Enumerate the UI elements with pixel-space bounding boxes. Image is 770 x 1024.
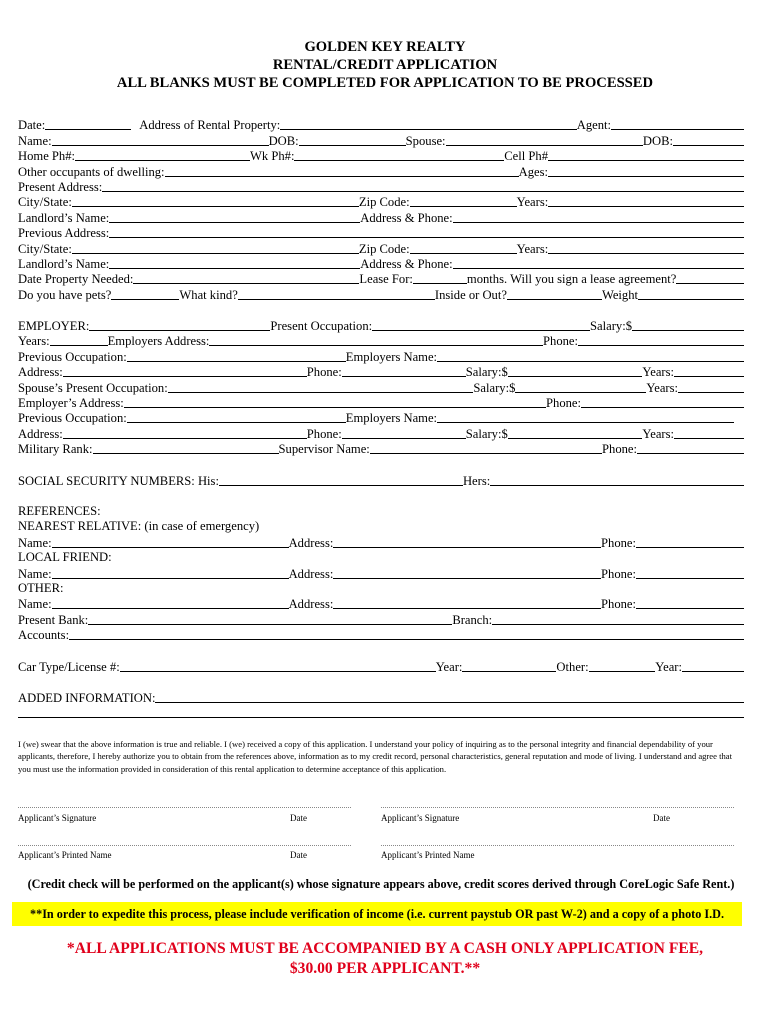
form-row-previous-occupation xyxy=(18,348,744,363)
rental-address-field[interactable] xyxy=(280,117,576,130)
spouse-label: Spouse: xyxy=(405,133,446,148)
form-title: RENTAL/CREDIT APPLICATION xyxy=(272,57,498,73)
friend-phone-label: Phone: xyxy=(601,566,636,581)
employer-field[interactable] xyxy=(89,318,270,331)
prev-landlord-address-phone-label: Address & Phone: xyxy=(360,256,453,271)
other-name-field[interactable] xyxy=(52,596,289,609)
relative-address-label: Address: xyxy=(288,535,334,550)
prev-years-label: Years: xyxy=(516,241,549,256)
spacer xyxy=(18,642,744,658)
spacer xyxy=(18,674,744,690)
date-needed-field[interactable] xyxy=(133,271,359,284)
other-reference-heading: OTHER: xyxy=(18,580,64,595)
prev-employer-address-label: Address: xyxy=(18,365,63,380)
income-verification-notice: **In order to expedite this process, please include verification of income (i.e. current paystub OR past W-2) and a copy of a photo I.D. xyxy=(12,902,742,926)
form-row-spouse-previous-address xyxy=(18,425,744,440)
present-address-field[interactable] xyxy=(102,179,744,192)
pet-kind-label: What kind? xyxy=(179,287,238,302)
spouse-occupation-label: Spouse’s Present Occupation: xyxy=(18,380,168,395)
spouse-employers-name-label: Employers Name: xyxy=(345,411,438,426)
other-phone-field[interactable] xyxy=(636,596,744,609)
authorization-statement: I (we) swear that the above information is true and reliable. I (we) received a copy of this application. I understand your policy of inquiring as to the personal integrity and financial dependability of your applicants, therefore, I hereby authorize you to obtain from the references above, information as to my credit record, personal characteristics, general reputation and mode of living. I understand and agree that you must use the information provided in consideration of this rental application to determine acceptance of this application. xyxy=(18,739,732,774)
lease-agreement-label: months. Will you sign a lease agreement? xyxy=(466,272,677,287)
applicant-printed-name-line[interactable] xyxy=(18,845,351,846)
spacer xyxy=(18,488,744,504)
employer-label: EMPLOYER: xyxy=(18,319,90,334)
form-row-military xyxy=(18,441,744,456)
form-row-employer-address xyxy=(18,333,744,348)
salary-label: Salary:$ xyxy=(590,319,632,334)
spouse-salary-field[interactable] xyxy=(515,380,646,393)
spouse-previous-occupation-label: Previous Occupation: xyxy=(18,411,127,426)
accounts-field[interactable] xyxy=(69,627,744,640)
other-name-label: Name: xyxy=(18,597,52,612)
form-row-present-address xyxy=(18,179,744,194)
employers-address-field[interactable] xyxy=(209,333,543,346)
ssn-hers-label: Hers: xyxy=(462,473,491,488)
form-row-ssn xyxy=(18,472,744,487)
other-occupants-field[interactable] xyxy=(165,164,519,177)
zip-code-field[interactable] xyxy=(410,194,517,207)
inside-out-field[interactable] xyxy=(507,287,602,300)
spouse-prev-salary-label: Salary:$ xyxy=(465,426,508,441)
ages-field[interactable] xyxy=(548,164,744,177)
rental-address-label: Address of Rental Property: xyxy=(139,118,281,133)
landlord-name-field[interactable] xyxy=(109,210,360,223)
other-car-label: Other: xyxy=(556,659,589,674)
ssn-hers-field[interactable] xyxy=(490,473,744,486)
agent-label: Agent: xyxy=(576,118,611,133)
form-row-phones xyxy=(18,148,744,163)
form-row-name xyxy=(18,132,744,147)
relative-phone-label: Phone: xyxy=(601,535,636,550)
application-fee-line-2: $30.00 PER APPLICANT.** xyxy=(289,960,481,977)
previous-address-field[interactable] xyxy=(109,225,744,238)
ssn-his-field[interactable] xyxy=(219,473,463,486)
employer-phone-field[interactable] xyxy=(578,333,744,346)
employment-years-label: Years: xyxy=(18,334,50,349)
car-year-field[interactable] xyxy=(462,659,556,672)
form-row-city-state xyxy=(18,194,744,209)
dob-field[interactable] xyxy=(299,133,406,146)
employers-address-label: Employers Address: xyxy=(107,334,210,349)
form-row-employer xyxy=(18,318,744,333)
completion-instruction: ALL BLANKS MUST BE COMPLETED FOR APPLICATION TO BE PROCESSED xyxy=(116,75,654,91)
inside-out-label: Inside or Out? xyxy=(434,287,507,302)
present-occupation-label: Present Occupation: xyxy=(270,319,373,334)
spouse-prev-address-label: Address: xyxy=(18,426,63,441)
spouse-prev-phone-field[interactable] xyxy=(342,426,466,439)
present-bank-label: Present Bank: xyxy=(18,612,89,627)
friend-name-field[interactable] xyxy=(52,566,289,579)
co-applicant-signature-line[interactable] xyxy=(381,807,734,808)
spouse-prev-years-label: Years: xyxy=(642,426,674,441)
spouse-years-label: Years: xyxy=(646,380,678,395)
co-applicant-signature-label: Applicant’s Signature xyxy=(381,813,460,823)
added-information-field-2[interactable] xyxy=(18,705,744,718)
other-car-field[interactable] xyxy=(589,659,656,672)
prev-years-employed-field[interactable] xyxy=(674,364,744,377)
co-signature-date-label: Date xyxy=(653,813,670,823)
application-fee-notice xyxy=(0,939,770,979)
cell-phone-label: Cell Ph# xyxy=(504,149,548,164)
prev-employer-address-field[interactable] xyxy=(63,364,307,377)
supervisor-phone-field[interactable] xyxy=(637,441,744,454)
prev-landlord-name-field[interactable] xyxy=(109,256,360,269)
spouse-employer-address-field[interactable] xyxy=(124,395,546,408)
landlord-address-phone-field[interactable] xyxy=(453,210,744,223)
work-phone-label: Wk Ph#: xyxy=(250,149,295,164)
date-label: Date: xyxy=(18,118,46,133)
form-row-bank xyxy=(18,611,744,626)
name-label: Name: xyxy=(18,133,52,148)
spacer xyxy=(18,302,744,318)
city-state-field[interactable] xyxy=(72,194,359,207)
friend-address-field[interactable] xyxy=(333,566,601,579)
zip-code-label: Zip Code: xyxy=(358,195,410,210)
date-field[interactable] xyxy=(45,117,131,130)
prev-city-state-field[interactable] xyxy=(72,241,359,254)
friend-name-label: Name: xyxy=(18,566,52,581)
agent-field[interactable] xyxy=(611,117,744,130)
lease-for-label: Lease For: xyxy=(359,272,413,287)
form-row-car xyxy=(18,658,744,673)
landlord-address-phone-label: Address & Phone: xyxy=(360,210,453,225)
years-field[interactable] xyxy=(548,194,744,207)
relative-name-label: Name: xyxy=(18,535,52,550)
landlord-name-label: Landlord’s Name: xyxy=(18,210,110,225)
employment-years-field[interactable] xyxy=(50,333,108,346)
military-rank-label: Military Rank: xyxy=(18,442,93,457)
ssn-his-label: SOCIAL SECURITY NUMBERS: His: xyxy=(18,473,219,488)
pet-weight-label: Weight xyxy=(601,287,638,302)
prev-zip-code-label: Zip Code: xyxy=(358,241,410,256)
lease-months-field[interactable] xyxy=(413,271,467,284)
form-row-added-information-2 xyxy=(18,705,744,720)
other-occupants-label: Other occupants of dwelling: xyxy=(18,164,165,179)
prev-employer-phone-label: Phone: xyxy=(306,365,342,380)
accounts-label: Accounts: xyxy=(18,628,70,643)
added-information-field[interactable] xyxy=(155,690,744,703)
form-row-lease xyxy=(18,271,744,286)
applicant-printed-name-label: Applicant’s Printed Name xyxy=(18,850,112,860)
spacer xyxy=(18,456,744,472)
relative-name-field[interactable] xyxy=(52,535,289,548)
prev-years-employed-label: Years: xyxy=(642,365,674,380)
friend-phone-field[interactable] xyxy=(636,566,744,579)
prev-city-state-label: City/State: xyxy=(18,241,72,256)
pets-label: Do you have pets? xyxy=(18,287,112,302)
pet-kind-field[interactable] xyxy=(238,287,435,300)
home-phone-field[interactable] xyxy=(75,148,250,161)
pets-field[interactable] xyxy=(111,287,179,300)
co-applicant-printed-name-line[interactable] xyxy=(381,845,734,846)
form-row-accounts xyxy=(18,627,744,642)
spouse-employer-phone-field[interactable] xyxy=(581,395,744,408)
nearest-relative-heading: NEAREST RELATIVE: (in case of emergency) xyxy=(18,518,260,533)
signature-date-label: Date xyxy=(290,813,307,823)
prev-years-field[interactable] xyxy=(548,241,744,254)
cell-phone-field[interactable] xyxy=(548,148,744,161)
spouse-dob-field[interactable] xyxy=(673,133,744,146)
local-friend-heading: LOCAL FRIEND: xyxy=(18,549,112,564)
employers-name-label: Employers Name: xyxy=(345,349,438,364)
spouse-prev-years-field[interactable] xyxy=(674,426,744,439)
lease-agreement-field[interactable] xyxy=(676,271,744,284)
prev-landlord-name-label: Landlord’s Name: xyxy=(18,256,110,271)
previous-occupation-label: Previous Occupation: xyxy=(18,349,127,364)
spouse-employer-address-label: Employer’s Address: xyxy=(18,396,124,411)
years-label: Years: xyxy=(516,195,549,210)
ages-label: Ages: xyxy=(518,164,548,179)
references-heading: REFERENCES: xyxy=(18,503,101,518)
city-state-label: City/State: xyxy=(18,195,72,210)
form-row-added-information xyxy=(18,690,744,705)
other-car-year-field[interactable] xyxy=(682,659,744,672)
applicant-signature-line[interactable] xyxy=(18,807,351,808)
branch-label: Branch: xyxy=(452,612,493,627)
car-type-label: Car Type/License #: xyxy=(18,659,120,674)
spouse-field[interactable] xyxy=(446,133,643,146)
salary-field[interactable] xyxy=(632,318,744,331)
form-row-landlord xyxy=(18,209,744,224)
home-phone-label: Home Ph#: xyxy=(18,149,76,164)
form-row-other-reference xyxy=(18,596,744,611)
date-needed-label: Date Property Needed: xyxy=(18,272,134,287)
prev-landlord-address-phone-field[interactable] xyxy=(453,256,744,269)
dob-label: DOB: xyxy=(268,133,299,148)
added-information-label: ADDED INFORMATION: xyxy=(18,690,156,705)
credit-check-notice: (Credit check will be performed on the applicant(s) whose signature appears above, credit scores derived through CoreLogic Safe Rent.) xyxy=(27,877,735,891)
form-row-previous-address xyxy=(18,225,744,240)
friend-address-label: Address: xyxy=(288,566,334,581)
form-row-date xyxy=(18,117,744,132)
prev-salary-label: Salary:$ xyxy=(465,365,508,380)
present-address-label: Present Address: xyxy=(18,179,103,194)
supervisor-name-field[interactable] xyxy=(370,441,602,454)
other-car-year-label: Year: xyxy=(655,659,682,674)
spouse-salary-label: Salary:$ xyxy=(473,380,516,395)
present-occupation-field[interactable] xyxy=(372,318,590,331)
form-row-pets xyxy=(18,286,744,301)
printed-name-date-label: Date xyxy=(290,850,307,860)
form-row-spouse-employer-address xyxy=(18,395,744,410)
co-applicant-printed-name-label: Applicant’s Printed Name xyxy=(381,850,475,860)
other-phone-label: Phone: xyxy=(601,597,636,612)
other-address-field[interactable] xyxy=(333,596,601,609)
relative-phone-field[interactable] xyxy=(636,535,744,548)
car-year-label: Year: xyxy=(435,659,463,674)
name-field[interactable] xyxy=(52,133,269,146)
prev-employer-phone-field[interactable] xyxy=(342,364,466,377)
form-row-prev-city-state xyxy=(18,240,744,255)
application-fee-line-1: *ALL APPLICATIONS MUST BE ACCOMPANIED BY A CASH ONLY APPLICATION FEE, xyxy=(66,940,704,957)
supervisor-phone-label: Phone: xyxy=(602,442,637,457)
work-phone-field[interactable] xyxy=(294,148,504,161)
form-row-spouse-occupation xyxy=(18,379,744,394)
relative-address-field[interactable] xyxy=(333,535,601,548)
previous-address-label: Previous Address: xyxy=(18,226,110,241)
form-row-spouse-previous-occupation xyxy=(18,410,744,425)
supervisor-name-label: Supervisor Name: xyxy=(278,442,370,457)
spouse-employers-name-field[interactable] xyxy=(437,410,734,423)
pet-weight-field[interactable] xyxy=(638,287,744,300)
spouse-prev-salary-field[interactable] xyxy=(508,426,643,439)
spouse-previous-occupation-field[interactable] xyxy=(127,410,346,423)
car-type-field[interactable] xyxy=(120,659,436,672)
form-row-occupants xyxy=(18,163,744,178)
form-header xyxy=(0,38,770,92)
prev-salary-field[interactable] xyxy=(508,364,643,377)
prev-zip-code-field[interactable] xyxy=(410,241,517,254)
branch-field[interactable] xyxy=(492,612,744,625)
form-row-previous-employer-address xyxy=(18,364,744,379)
other-address-label: Address: xyxy=(288,597,334,612)
spouse-prev-phone-label: Phone: xyxy=(306,426,342,441)
employer-phone-label: Phone: xyxy=(543,334,578,349)
spouse-dob-label: DOB: xyxy=(642,133,673,148)
application-form xyxy=(18,117,744,720)
form-row-relative xyxy=(18,534,744,549)
form-row-prev-landlord xyxy=(18,256,744,271)
spouse-years-field[interactable] xyxy=(678,380,744,393)
present-bank-field[interactable] xyxy=(88,612,452,625)
company-name: GOLDEN KEY REALTY xyxy=(304,39,466,55)
form-row-friend xyxy=(18,565,744,580)
military-rank-field[interactable] xyxy=(93,441,279,454)
spouse-occupation-field[interactable] xyxy=(168,380,474,393)
spouse-prev-address-field[interactable] xyxy=(63,426,307,439)
previous-occupation-field[interactable] xyxy=(127,349,346,362)
spouse-employer-phone-label: Phone: xyxy=(546,396,581,411)
employers-name-field[interactable] xyxy=(437,349,744,362)
applicant-signature-label: Applicant’s Signature xyxy=(18,813,97,823)
